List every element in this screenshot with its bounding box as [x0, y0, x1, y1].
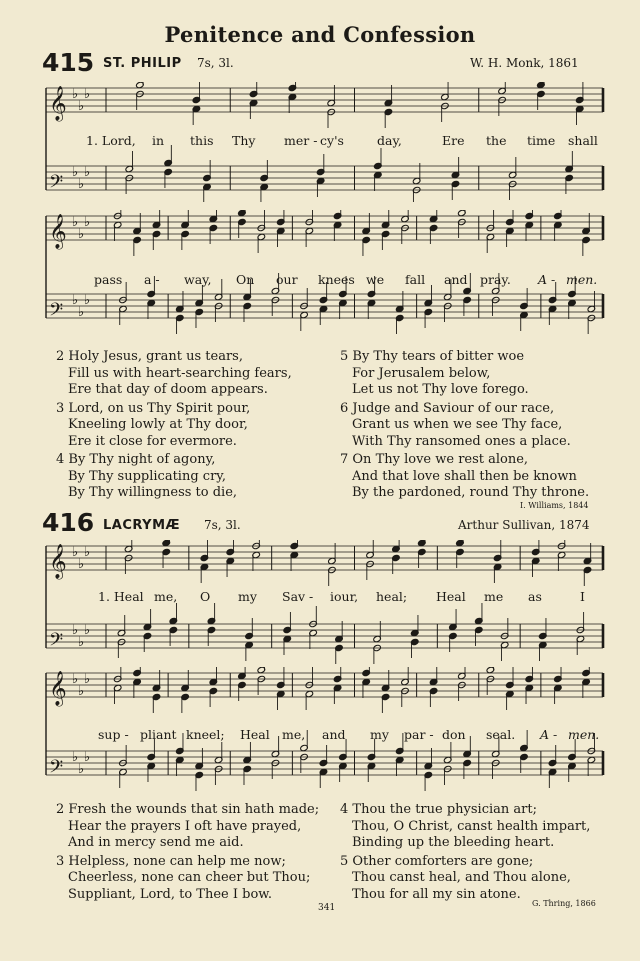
flat-icon: ♭ [84, 293, 91, 308]
flat-icon: ♭ [78, 99, 85, 114]
lyric: time [527, 133, 556, 148]
composer: Arthur Sullivan, 1874 [458, 518, 590, 532]
bass-clef-icon: 𝄢 [49, 172, 64, 197]
lyric: pliant [140, 727, 177, 742]
lyric: kneel; [186, 727, 225, 742]
flat-icon: ♭ [78, 762, 85, 777]
lyric: heal; [376, 589, 408, 604]
flat-icon: ♭ [84, 623, 91, 638]
lyric: and [322, 727, 346, 742]
verse-line: 3 Lord, on us Thy Spirit pour, [56, 400, 251, 416]
lyric: our [276, 272, 298, 287]
bass-clef-icon: 𝄢 [49, 757, 64, 782]
lyric: in [152, 133, 165, 148]
lyric: pray. [480, 272, 511, 287]
meter: 7s, 3l. [204, 518, 241, 532]
flat-icon: ♭ [72, 672, 79, 687]
flat-icon: ♭ [72, 215, 79, 230]
verse-line: Grant us when we see Thy face, [352, 417, 563, 432]
flat-icon: ♭ [72, 545, 79, 560]
verse [340, 349, 589, 399]
lyric: cy's [320, 133, 344, 148]
lyric: Heal [436, 589, 466, 604]
treble-clef-icon: 𝄞 [49, 544, 67, 579]
lyric: iour, [330, 589, 359, 604]
lyric: Thy [232, 133, 256, 148]
flat-icon: ♭ [72, 623, 79, 638]
page-title: Penitence and Confession [164, 22, 476, 47]
hymn-number: 416 [42, 508, 95, 537]
meter: 7s, 3l. [197, 56, 234, 70]
verses-right [340, 802, 590, 903]
verse-line: 4 By Thy night of agony, [56, 452, 216, 467]
bass-clef-icon: 𝄢 [49, 300, 64, 325]
lyric: I [580, 589, 585, 604]
flat-icon: ♭ [78, 227, 85, 242]
verses-left [56, 349, 292, 502]
lyric: men. [566, 272, 598, 287]
verse-line: 7 On Thy love we rest alone, [340, 452, 529, 467]
verse-line: 2 Fresh the wounds that sin hath made; [56, 802, 320, 817]
lyric: sup - [98, 727, 129, 742]
verse [340, 802, 590, 852]
verse [340, 854, 590, 904]
lyric: way, [184, 272, 212, 287]
lyric: me, [154, 589, 178, 604]
verse-line: 5 Other comforters are gone; [340, 853, 534, 869]
verse-line: Fill us with heart-searching fears, [68, 365, 292, 381]
verse [340, 452, 589, 502]
lyric: par - [404, 727, 434, 742]
verses-left [56, 802, 319, 903]
verse-line: Let us not Thy love forego. [352, 382, 529, 397]
lyric: men. [568, 727, 600, 742]
verse-line: For Jerusalem below, [352, 365, 491, 381]
lyric: fall [405, 272, 426, 287]
verse-line: By the pardoned, round Thy throne. [352, 485, 590, 500]
verse-line: 6 Judge and Saviour of our race, [340, 400, 555, 416]
verse-line: Binding up the bleeding heart. [352, 835, 555, 850]
lyric: mer - [284, 133, 318, 148]
flat-icon: ♭ [78, 557, 85, 572]
verse-line: Thou, O Christ, canst health impart, [352, 818, 591, 834]
lyric: On [236, 272, 255, 287]
lyric: shall [568, 133, 598, 148]
verse-line: 2 Holy Jesus, grant us tears, [56, 349, 243, 364]
flat-icon: ♭ [84, 87, 91, 102]
flat-icon: ♭ [78, 684, 85, 699]
tune-name: LACRYMÆ [103, 518, 181, 533]
verse-line: Thou canst heal, and Thou alone, [352, 870, 571, 885]
lyric: a - [144, 272, 160, 287]
lyric: my [238, 589, 257, 604]
verse-line: Suppliant, Lord, to Thee I bow. [68, 886, 272, 902]
flat-icon: ♭ [78, 177, 85, 192]
treble-clef-icon: 𝄞 [49, 86, 67, 121]
verse-line: With Thy ransomed ones a place. [352, 433, 571, 449]
flat-icon: ♭ [72, 165, 79, 180]
author-credit: I. Williams, 1844 [520, 501, 589, 510]
verse-line: And that love shall then be known [352, 468, 577, 484]
lyric: me, [282, 727, 306, 742]
verse-line: Cheerless, none can cheer but Thou; [68, 870, 311, 885]
verses-right [340, 349, 589, 502]
lyric: O [200, 589, 211, 604]
lyric: the [486, 133, 507, 148]
lyric: Ere [442, 133, 465, 148]
verse [340, 401, 589, 451]
lyric: 1. Lord, [86, 133, 136, 148]
flat-icon: ♭ [72, 750, 79, 765]
lyric: my [370, 727, 389, 742]
lyric: pass [94, 272, 123, 287]
verse [56, 802, 319, 852]
lyric: and [444, 272, 468, 287]
verse [56, 452, 292, 502]
lyric: A - [538, 272, 556, 287]
flat-icon: ♭ [84, 750, 91, 765]
treble-clef-icon: 𝄞 [49, 214, 67, 249]
lyric: Heal [240, 727, 270, 742]
flat-icon: ♭ [72, 87, 79, 102]
flat-icon: ♭ [84, 215, 91, 230]
verse [56, 401, 292, 451]
flat-icon: ♭ [78, 305, 85, 320]
lyric: knees [318, 272, 355, 287]
verse-line: By Thy supplicating cry, [68, 468, 227, 484]
lyric: A - [540, 727, 558, 742]
lyric: we [366, 272, 385, 287]
hymn-number: 415 [42, 48, 95, 77]
verse-line: 3 Helpless, none can help me now; [56, 853, 286, 869]
lyric: day, [377, 133, 402, 148]
verse-line: Thou for all my sin atone. [352, 886, 521, 902]
lyric: as [528, 589, 542, 604]
lyric: this [190, 133, 214, 148]
page-number: 341 [318, 903, 336, 913]
verse-line: Ere that day of doom appears. [68, 382, 268, 397]
lyric: don [442, 727, 466, 742]
lyric: me [484, 589, 504, 604]
bass-clef-icon: 𝄢 [49, 630, 64, 655]
flat-icon: ♭ [84, 165, 91, 180]
tune-name: ST. PHILIP [103, 56, 182, 71]
flat-icon: ♭ [84, 672, 91, 687]
verse-line: And in mercy send me aid. [68, 835, 244, 850]
verse-line: 4 Thou the true physician art; [340, 802, 537, 817]
lyric: seal. [486, 727, 516, 742]
lyric: Sav - [282, 589, 314, 604]
author-credit: G. Thring, 1866 [532, 899, 596, 908]
verse [56, 854, 319, 904]
verse-line: Ere it close for evermore. [68, 433, 237, 449]
verse-line: By Thy willingness to die, [68, 485, 238, 500]
flat-icon: ♭ [78, 635, 85, 650]
treble-clef-icon: 𝄞 [49, 671, 67, 706]
flat-icon: ♭ [84, 545, 91, 560]
verse-line: Kneeling lowly at Thy door, [68, 417, 248, 432]
composer: W. H. Monk, 1861 [470, 56, 579, 70]
verse-line: 5 By Thy tears of bitter woe [340, 349, 525, 364]
verse [56, 349, 292, 399]
verse-line: Hear the prayers I oft have prayed, [68, 818, 302, 834]
lyric: 1. Heal [98, 589, 144, 604]
flat-icon: ♭ [72, 293, 79, 308]
